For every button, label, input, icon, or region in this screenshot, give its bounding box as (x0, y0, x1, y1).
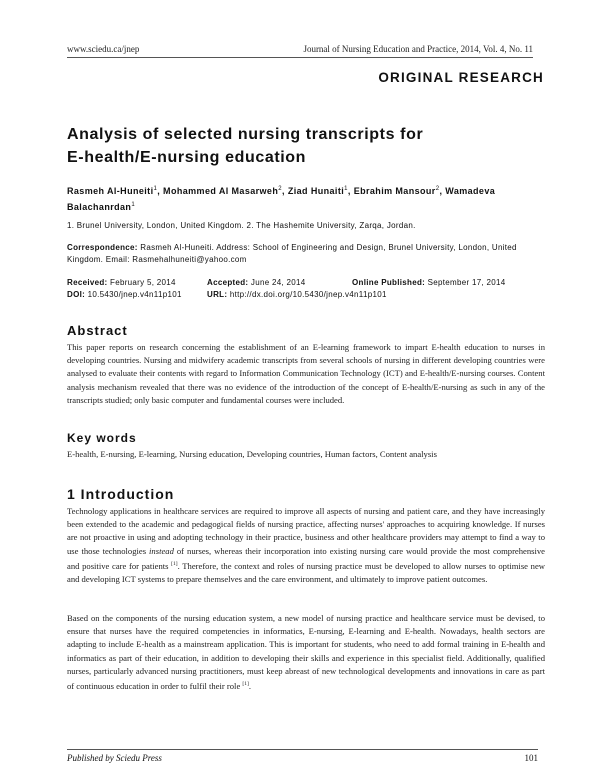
accepted-date: June 24, 2014 (248, 278, 306, 287)
author-affil-mark: 2 (435, 186, 440, 192)
running-header (67, 44, 533, 58)
published-date: September 17, 2014 (425, 278, 506, 287)
introduction-heading: 1 Introduction (67, 486, 175, 502)
journal-citation: Journal of Nursing Education and Practice, 2014, Vol. 4, No. 11 (303, 44, 533, 54)
author-name: Ebrahim Mansour (353, 186, 436, 196)
affiliations: 1. Brunel University, London, United Kingdom. 2. The Hashemite University, Zarqa, Jordan. (67, 221, 416, 230)
author-name: Ziad Hunaiti (287, 186, 345, 196)
keywords-text: E-health, E-nursing, E-learning, Nursing education, Developing countries, Human factors, Content analysis (67, 449, 437, 459)
correspondence-text: Rasmeh Al-Huneiti. Address: School of Engineering and Design, Brunel University, London, United Kingdom. Email: Rasmehalhuneiti@yahoo.com (67, 243, 517, 264)
author-affil-mark: 2 (278, 186, 282, 192)
author-name: Rasmeh Al-Huneiti (67, 186, 154, 196)
section-label: ORIGINAL RESEARCH (378, 70, 544, 85)
title-line-1: Analysis of selected nursing transcripts for (67, 126, 424, 143)
author-affil-mark: 1 (344, 186, 348, 192)
url-label: URL: (207, 290, 228, 299)
doi-label: DOI: (67, 290, 86, 299)
keywords-heading: Key words (67, 431, 137, 445)
paper-title (67, 123, 527, 169)
page-footer (67, 749, 538, 763)
publisher-name: Published by Sciedu Press (67, 753, 162, 763)
introduction-paragraph-1: Technology applications in healthcare services are required to improve all aspects of nursing and patient care, and they have increasingly been extended to the academic and pedagogical fields of nursing practice, affecting nurses' approaches to acquiring knowledge. If nurses are not proactive in using and adopting technology in their practice, business and other healthcare providers may attempt to find a way to use those technologies instead of nurses, whereas their incorporation into existing nursing care would provide the most comprehensive and positive care for patients [1]. Therefore, the context and roles of nursing practice must be developed to allow nurses to optimise new and developing ICT systems to prepare themselves and the care environment, and ultimately to improve patient outcomes. (67, 506, 545, 584)
correspondence (67, 242, 537, 266)
publication-dates (67, 277, 537, 301)
received-date: February 5, 2014 (107, 278, 176, 287)
title-line-2: E-health/E-nursing education (67, 149, 307, 166)
citation-ref[interactable]: [1] (171, 560, 178, 567)
author-affil-mark: 1 (131, 202, 136, 208)
abstract-heading: Abstract (67, 323, 128, 338)
introduction-paragraph-2: Based on the components of the nursing education system, a new model of nursing practice and healthcare service must be devised, to ensure that nurses have the required competencies in informatics, E-nursing, E-learning and E-health. Nowadays, health sectors are adapting to include E-health as a mainstream application. This is important for students, who need to add formal training in E-health and informatics as part of their education, in addition to developing their skills and experience in this specialist field. Additionally, qualified nurses, particularly advanced nursing practitioners, must keep abreast of new technological developments and innovations in care as part of continuous education in order to fulfil their role [1]. (67, 613, 545, 691)
journal-url[interactable]: www.sciedu.ca/jnep (67, 44, 140, 54)
correspondence-label: Correspondence: (67, 243, 138, 252)
citation-ref[interactable]: [1] (242, 681, 249, 688)
page-number: 101 (524, 753, 538, 763)
doi-url-link[interactable]: http://dx.doi.org/10.5430/jnep.v4n11p101 (227, 290, 387, 299)
author-list: Rasmeh Al-Huneiti$^1$, Mohammed Al Masarweh$^2$, Ziad Hunaiti$^1$, Ebrahim Mansour$^2$, Wamadeva Balachanrdan$^1$ (67, 186, 496, 212)
doi-value[interactable]: 10.5430/jnep.v4n11p101 (85, 290, 182, 299)
abstract-text: This paper reports on research concerning the establishment of an E-learning framework to impart E-health education to nurses in developing countries. Nursing and midwifery academic transcripts from several schools of nursing in different developing countries were analysed to evaluate their contents with regard to Information Communication Technology (ICT) and E-health/E-nursing courses. Content analysis mechanism revealed that there was no evidence of the introduction of the concept of E-health/E-nursing as such in any of the transcripts studied; only basic computer and fundamental courses were included. (67, 342, 545, 405)
received-label: Received: (67, 278, 108, 287)
author-name: Wamadeva Balachanrdan (67, 186, 496, 212)
accepted-label: Accepted: (207, 278, 249, 287)
author-affil-mark: 1 (153, 186, 158, 192)
author-name: Mohammed Al Masarweh (163, 186, 279, 196)
emphasis-instead: instead (149, 545, 174, 556)
published-label: Online Published: (352, 278, 426, 287)
